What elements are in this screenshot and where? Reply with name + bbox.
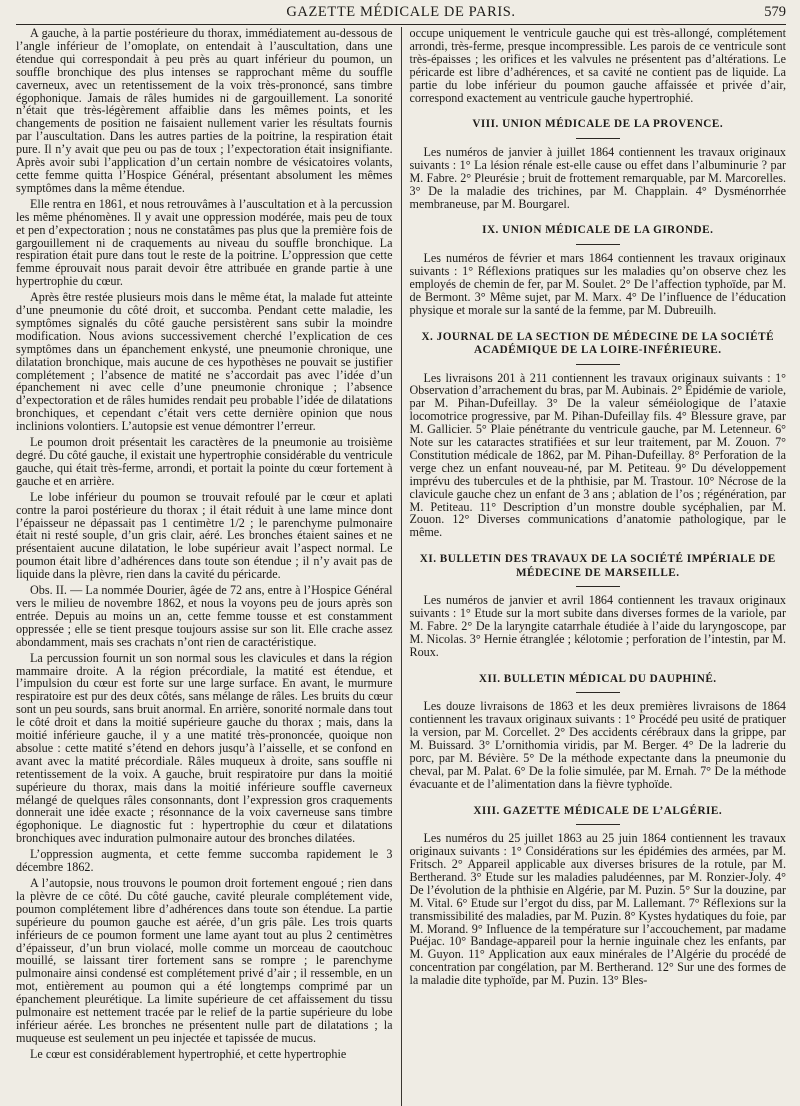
page-number: 579 [764, 4, 786, 20]
page-header [16, 0, 786, 25]
paragraph: A gauche, à la partie postérieure du thorax, immédiatement au-dessous de l’angle inférieur de l’omoplate, on entendait à l’auscultation, dans une étendue qui correspondait à peu près au quart inférieur du poumon, un souffle bronchique des plus intenses se rapprochant même du souffle caverneux, avec un retentissement de la voix très-prononcé, sans timbre égophonique. Jamais de râles humides ni de gargouillement. La sonorité n’était que très-légèrement affaiblie dans les mêmes points, et les changements de position ne faisaient nullement varier les résultats fournis par l’auscultation. Dans les autres parties de la poitrine, la respiration était pure. Il n’y avait que peu ou pas de toux ; l’expectoration était insignifiante. Après avoir subi l’application d’un certain nombre de vésicatoires volants, cette femme quitta l’Hospice Général, présentant absolument les mêmes symptômes dans la même étendue. [16, 27, 393, 195]
paragraph: Le poumon droit présentait les caractères de la pneumonie au troisième degré. Du côté gauche, il existait une hypertrophie considérable du ventricule gauche, qui était très-ferme, arrondi, et portait la pointe du cœur fortement à gauche et en arrière. [16, 435, 393, 488]
section-heading-text: IX. UNION MÉDICALE DE LA GIRONDE. [482, 224, 714, 237]
paragraph: L’oppression augmenta, et cette femme succomba rapidement le 3 décembre 1862. [16, 847, 393, 875]
section-divider [576, 824, 620, 825]
right-column [401, 27, 787, 1106]
section-divider [576, 692, 620, 693]
paragraph: Les livraisons 201 à 211 contiennent les travaux originaux suivants : 1° Observation d’arrachement du bras, par M. Aubinais. 2° Épidémie de variole, par M. Pihan-Dufeillay. 3° De la valeur séméiologique de l’ataxie locomotrice progressive, par M. Pihan-Dufeillay fils. 4° Blessure grave, par M. Gallicier. 5° Plaie pénétrante du ventricule gauche, par M. Letenneur. 6° Note sur les cataractes stratifiées et sur leur traitement, par M. Zouon. 7° Constitution médicale de 1862, par M. Pihan-Dufeillay. 8° Perforation de la verge chez un enfant nouveau-né, par M. Petiteau. 9° Du développement imprévu des tubercules et de la phthisie, par M. Trastour. 10° Nécrose de la clavicule gauche chez un enfant de 3 ans ; ablation de l’os ; régénération, par M. Petiteau. 11° Description d’un monstre double sycéphalien, par M. Zouon. 12° Diverses communications d’anatomie pathologique, par le même. [409, 370, 786, 540]
section-divider [576, 364, 620, 365]
paragraph: La percussion fournit un son normal sous les clavicules et dans la région mammaire droite. A la région précordiale, la matité est étendue, et l’impulsion du cœur est forte sur une large surface. En avant, le murmure respiratoire est pur des deux côtés, sans mélange de râles. Les bruits du cœur sont un peu sourds, sans bruit anormal. En arrière, sonorité normale dans tout le côté droit et dans la moitié supérieure gauche du thorax ; mais, dans la moitié inférieure gauche, il y a une matité très-prononcée, quoique non absolue : cette matité s’étend en dehors jusqu’à l’aisselle, et se confond en avant avec la matité précordiale. Râles muqueux à droite, sans souffle ni retentissement de la voix. A gauche, bruit respiratoire pur dans la moitié supérieure du thorax, mais dans la moitié inférieure souffle caverneux mélangé de quelques râles consonnants, dont l’expression gros craquements donnerait une idée exacte ; résonnance de la voix caverneuse sans timbre égophonique. Le diagnostic fut : hypertrophie du cœur et dilatations bronchiques avec induration pulmonaire autour des bronches dilatées. [16, 650, 393, 846]
paragraph: Elle rentra en 1861, et nous retrouvâmes à l’auscultation et à la percussion les même phénomènes. Il y avait une oppression modérée, mais peu de toux et pen d’expectoration ; nous ne constatâmes pas plus que la première fois de gargouillement ni de craquements au niveau du souffle bronchique. La respiration était pure dans tout le reste de la poitrine. L’oppression que cette femme éprouvait nous parait devoir être attribuée en grande partie à une hypertrophie du cœur. [16, 196, 393, 289]
section-heading-text: XII. BULLETIN MÉDICAL DU DAUPHINÉ. [478, 672, 717, 685]
text-columns [16, 27, 786, 1106]
section-heading-text: XI. BULLETIN DES TRAVAUX DE LA SOCIÉTÉ IMPÉRIALE DE MÉDECINE DE MARSEILLE. [419, 553, 776, 579]
paragraph: Le cœur est considérablement hypertrophié, et cette hypertrophie [30, 1046, 347, 1061]
left-column [16, 27, 401, 1106]
section-divider [576, 138, 620, 139]
paragraph: occupe uniquement le ventricule gauche qui est très-allongé, complétement arrondi, très-ferme, presque incompressible. Les parois de ce ventricule sont très-épaisses ; les orifices et les valvules ne présentent pas d’altérations. Le péricarde est libre d’adhérences, et sa cavité ne contient pas de liquide. La partie du lobe inférieur du poumon gauche affaissée et privée d’air, correspond exactement au ventricule gauche hypertrophié. [409, 27, 786, 105]
section-heading-text: VIII. UNION MÉDICALE DE LA PROVENCE. [472, 118, 724, 131]
paragraph: Obs. II. — La nommée Dourier, âgée de 72 ans, entre à l’Hospice Général vers le milieu de novembre 1862, et nous la voyons peu de jours après son entrée. Depuis au moins un an, cette femme tousse et est constamment oppressée ; elle se tient presque toujours assise sur son lit. Elle crache assez abondamment, mais ses crachats n’ont rien de caractéristique. [16, 583, 393, 649]
section-divider [576, 586, 620, 587]
section-heading [410, 331, 787, 365]
section-heading [410, 673, 787, 694]
section-heading [410, 553, 787, 587]
paragraph: A l’autopsie, nous trouvons le poumon droit fortement engoué ; rien dans la plèvre de ce côté. Du côté gauche, cavité pleurale complétement vide, poumon complétement libre d’adhérences dans toute son étendue. La partie supérieure du poumon gauche est aérée, d’un gris pâle. Les trois quarts inférieurs de ce poumon forment une lame ayant tout au plus 2 centimètres d’épaisseur, d’un brun violacé, molle comme un morceau de caoutchouc mouillé, se laissant tirer fortement sans se rompre ; le parenchyme pulmonaire ainsi condensé est complétement privé d’air ; il ressemble, en un mot, entièrement au poumon qui a été longtemps comprimé par un épanchement pleurétique. La limite supérieure de cet affaissement du tissu pulmonaire est nettement tracée par le relief de la partie supérieure du lobe inférieur aérée. Les bronches ne présentent nulle part de dilatations ; la muqueuse est seulement un peu injectée et tapissée de mucus. [16, 876, 393, 1045]
section-heading-text: X. JOURNAL DE LA SECTION DE MÉDECINE DE LA SOCIÉTÉ ACADÉMIQUE DE LA LOIRE-INFÉRIEURE. [421, 330, 775, 356]
paragraph: Le lobe inférieur du poumon se trouvait refoulé par le cœur et aplati contre la paroi postérieure du thorax ; il était réduit à une lame mince dont l’épaisseur ne dépassait pas 1 centimètre 1/2 ; le parenchyme pulmonaire était ni resté souple, d’un gris clair, aéré. Les bronches étaient saines et ne présentaient aucune dilatation, le lobe supérieur avait l’aspect normal. Le poumon était libre d’adhérences dans toute son étendue ; il n’y avait pas de liquide dans la plèvre, rien dans la cavité du péricarde. [16, 489, 393, 582]
paragraph: Les numéros de février et mars 1864 contiennent les travaux originaux suivants : 1° Réflexions pratiques sur les maladies qu’on observe chez les employés de chemin de fer, par M. Soulet. 2° De l’affection typhoïde, par M. de Bermont. 3° Même sujet, par M. Marx. 4° De l’influence de l’éducation physique et morale sur la santé de la femme, par M. Dubreuilh. [409, 250, 786, 317]
paragraph: Les numéros de janvier et avril 1864 contiennent les travaux originaux suivants : 1° Etude sur la mort subite dans diverses formes de la variole, par M. Fabre. 2° De la laryngite catarrhale étudiée à l’aide du laryngoscope, par M. Nicolas. 3° Hernie étranglée ; kélotomie ; perforation de l’intestin, par M. Roux. [409, 593, 786, 659]
paragraph: Les numéros du 25 juillet 1863 au 25 juin 1864 contiennent les travaux originaux suivants : 1° Considérations sur les épidémies des armées, par M. Fritsch. 2° Appareil applicable aux diverses brisures de la rotule, par M. Bertherand. 3° Etude sur les maladies paludéennes, par M. Ronzier-Joly. 4° De l’évolution de la phthisie en Algérie, par M. Puzin. 5° Sur la douzine, par M. Vital. 6° Etude sur l’ergot du diss, par M. Lallemant. 7° Réflexions sur la transmissibilité des maladies, par M. Puzin. 8° Kystes hydatiques du foie, par M. Morand. 9° Influence de la température sur l’accouchement, par madame Puéjac. 10° Bandage-appareil pour la hernie inguinale chez les enfants, par M. Guyon. 11° Application aux eaux minérales de l’Algérie du procédé de concentration par congélation, par M. Bertherand. 12° Sur une des formes de la maladie dite typhoïde, par M. Puzin. 13° Bles- [409, 831, 786, 988]
section-heading [410, 118, 787, 139]
section-divider [576, 244, 620, 245]
section-heading-text: XIII. GAZETTE MÉDICALE DE L’ALGÉRIE. [473, 804, 723, 817]
paragraph: Les numéros de janvier à juillet 1864 contiennent les travaux originaux suivants : 1° La lésion rénale est-elle cause ou effet dans l’albuminurie ? par M. Fabre. 2° Pleurésie ; bruit de frottement remarquable, par M. Marcorelles. 3° De la maladie des trichines, par M. Chapplain. 4° Dysménorrhée membraneuse, par M. Bourgarel. [409, 144, 786, 211]
journal-title: GAZETTE MÉDICALE DE PARIS. [286, 4, 516, 20]
section-heading [410, 805, 787, 826]
section-heading [410, 224, 787, 245]
paragraph: Les douze livraisons de 1863 et les deux premières livraisons de 1864 contiennent les travaux originaux suivants : 1° Procédé peu usité de pratiquer la version, par M. Corcellet. 2° Des accidents cérébraux dans la grippe, par M. Buissard. 3° L’ornithomia viridis, par M. Berger. 4° De la ladrerie du porc, par M. Bévière. 5° De la méthode expectante dans la pneumonie du cheval, par M. Palat. 6° De la folie simulée, par M. Ernah. 7° De la méthode évacuante et de l’alimentation dans la fièvre typhoïde. [409, 699, 786, 791]
paragraph: Après être restée plusieurs mois dans le même état, la malade fut atteinte d’une pneumonie du côté droit, et succomba. Pendant cette maladie, les symptômes signalés du côté gauche persistèrent sans subir la moindre modification. Nous avions successivement cherché l’explication de ces symptômes dans un épanchement enkysté, une pneumonie chronique, une dilatation bronchique, mais aucune de ces hypothèses ne pouvait se justifier complétement ; l’absence de matité ne s’accordait pas avec l’idée d’un épanchement ni avec celle d’une pneumonie chronique ; l’absence d’expectoration et de râles humides rendait peu probable l’idée de dilatations bronchiques, et cependant c’était vers cette dernière opinion que nous inclinions volontiers. L’autopsie est venue démontrer l’erreur. [16, 290, 393, 434]
